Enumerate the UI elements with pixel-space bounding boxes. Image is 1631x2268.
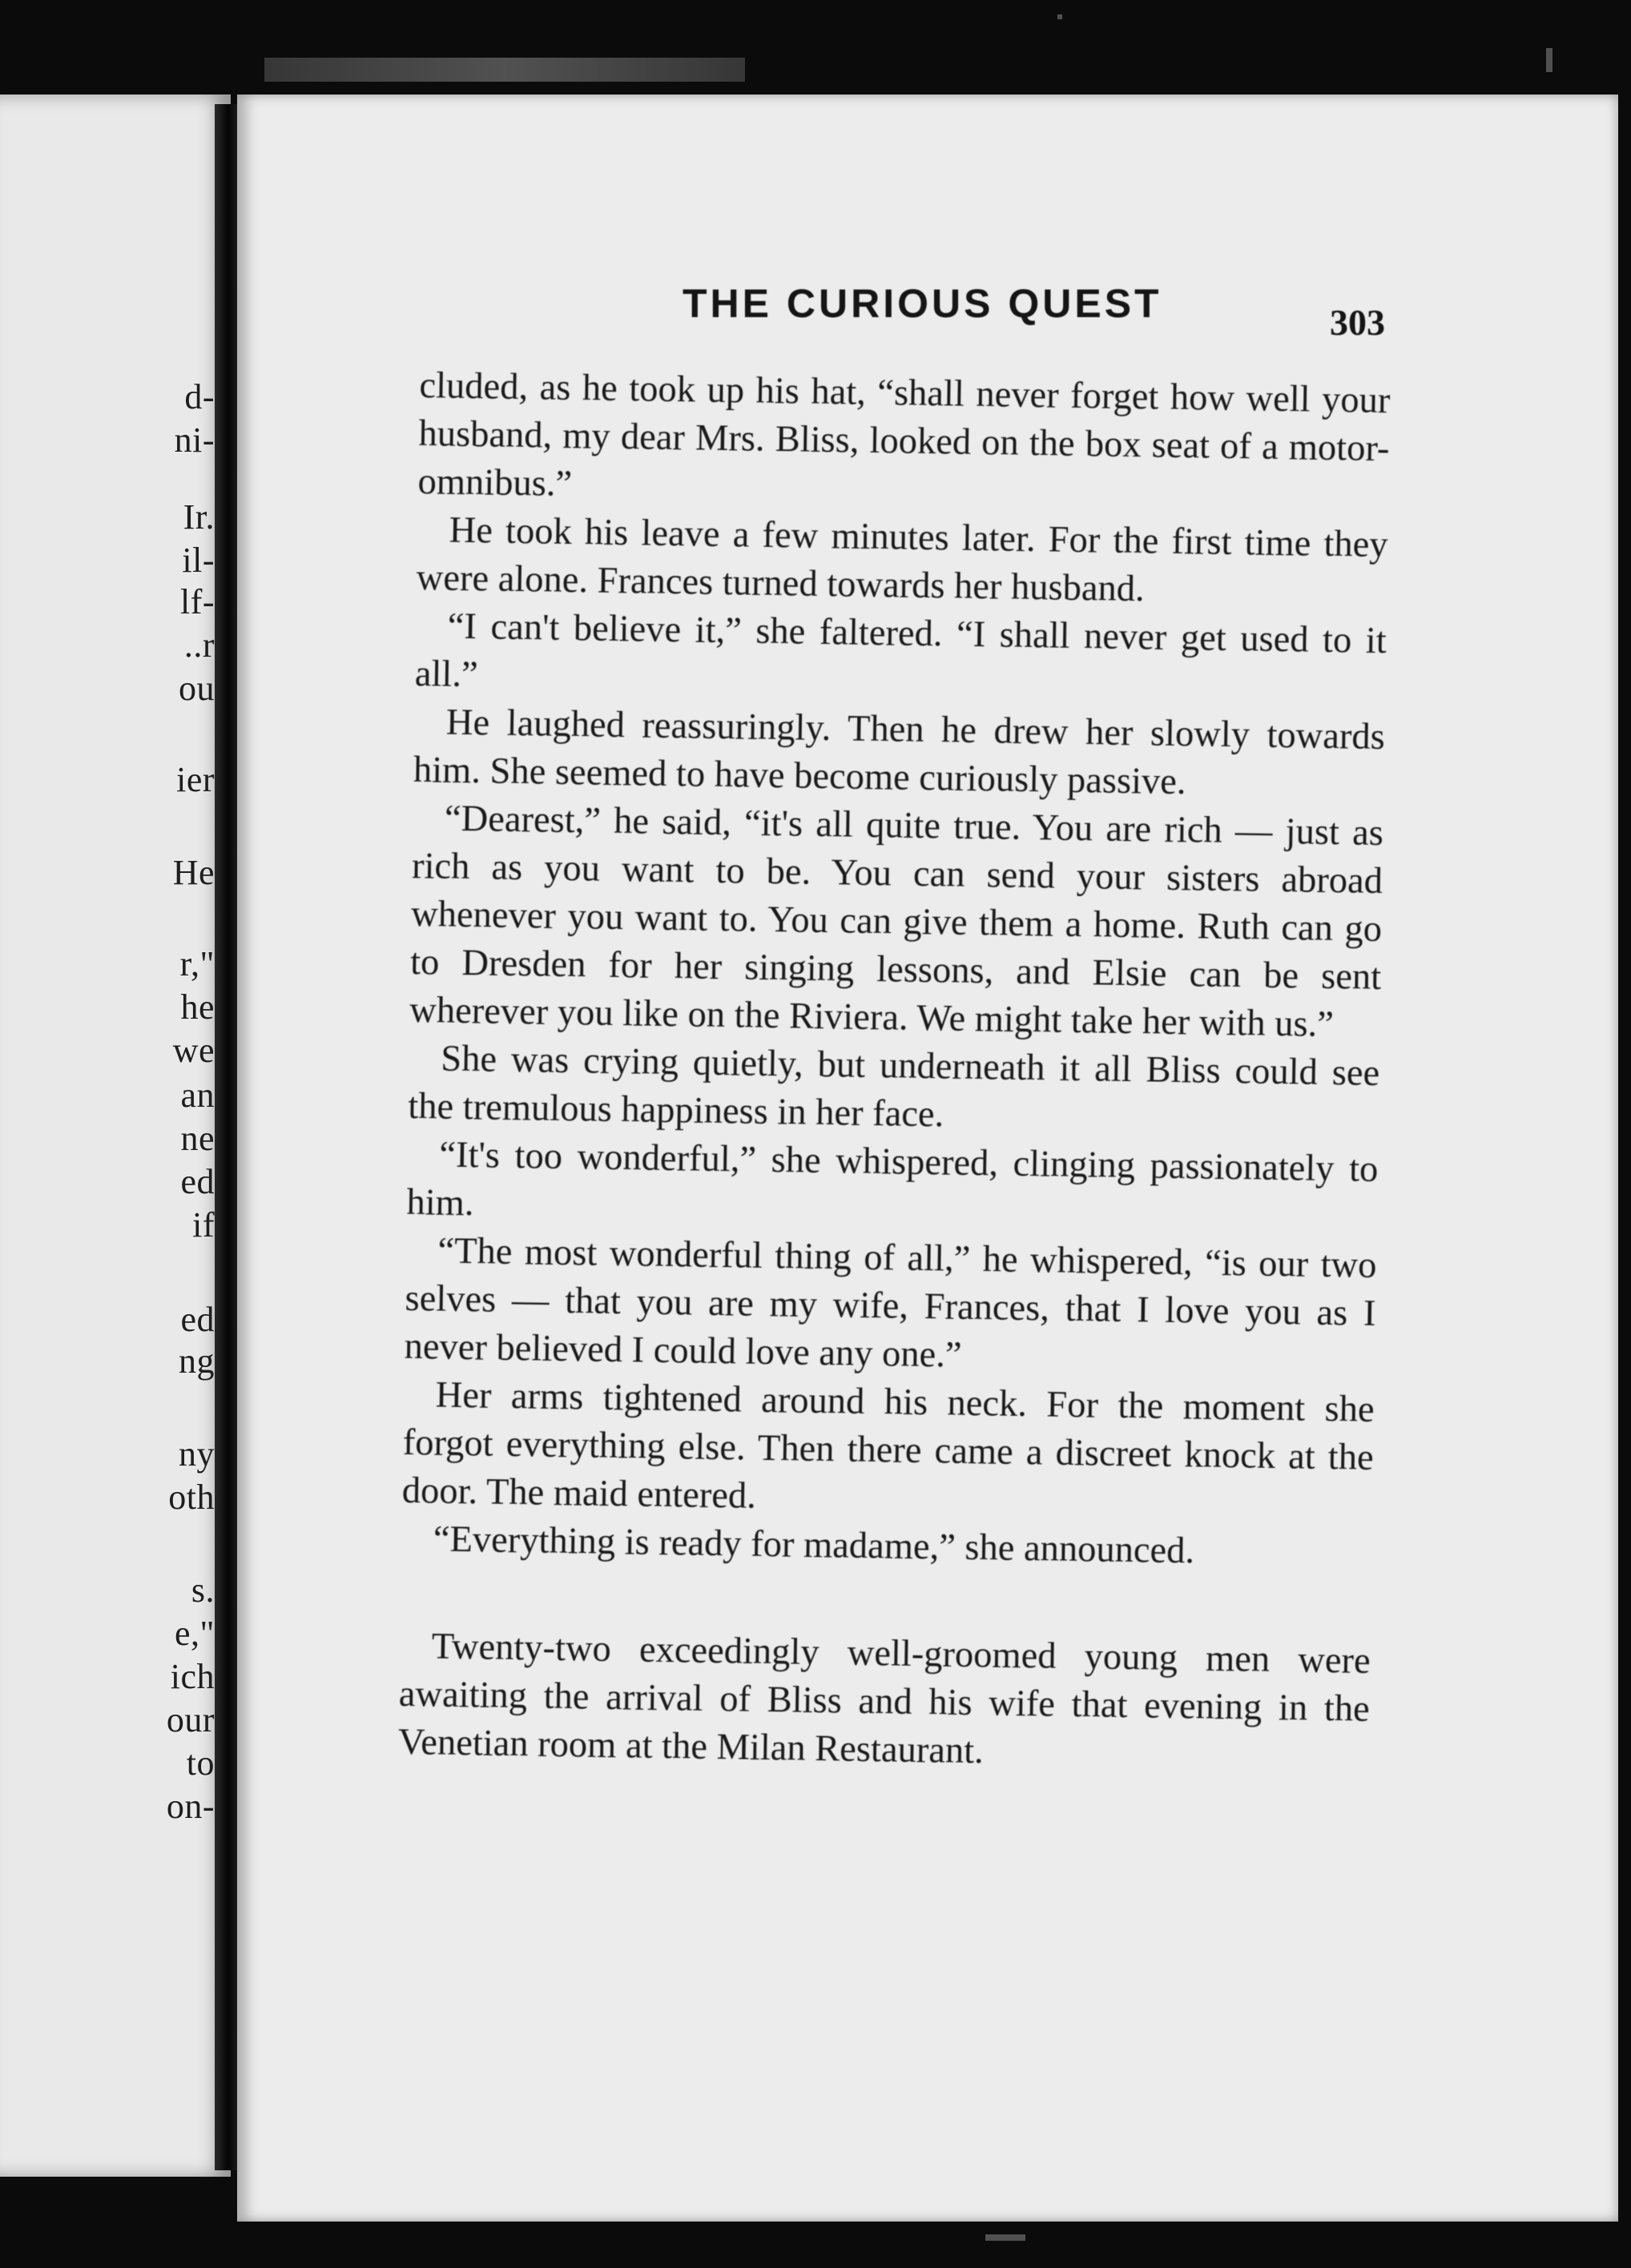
facing-page-fragment: Ir. (183, 497, 215, 537)
facing-page-fragment: il- (182, 541, 215, 580)
book-gutter (215, 104, 237, 2170)
facing-page-fragment: on- (166, 1787, 215, 1826)
facing-page-fragment: we (172, 1031, 215, 1070)
facing-page-fragment: he (180, 987, 215, 1027)
paragraph: “The most wonderful thing of all,” he whispered, “is our two selves — that you are my wife, Frances, that I love you as I never believed I could love any one.” (404, 1230, 1377, 1376)
scan-dust-speck (1057, 14, 1062, 19)
facing-page-edge (0, 94, 231, 2177)
scan-dust-speck (985, 2234, 1025, 2241)
facing-page-fragment: oth (168, 1478, 215, 1517)
facing-page-fragment: ich (170, 1657, 215, 1696)
paragraph: cluded, as he took up his hat, “shall never forget how well your husband, my dear Mrs. Bliss, looked on the box seat of a motor-omnibus.” (417, 364, 1391, 505)
facing-page-fragment: our (166, 1700, 215, 1739)
facing-page-fragment: d- (184, 377, 215, 416)
facing-page-fragment: lf- (179, 582, 215, 621)
facing-page-fragment: e," (175, 1614, 215, 1653)
paragraph: “Dearest,” he said, “it's all quite true. You are rich — just as rich as you want to be. You can send your sisters abroad whenever you want to. You can give them a home. Ruth can go to Dresden for her singing lessons, and Elsie can be sent wherever you like on the Riviera. We might take her with us.” (409, 798, 1384, 1046)
facing-page-fragment: an (180, 1076, 215, 1115)
page-number: 303 (1330, 302, 1385, 343)
scan-dust-speck (1546, 48, 1552, 72)
facing-page-fragment: ..r (183, 625, 215, 665)
facing-page-fragment: ed (180, 1162, 215, 1201)
facing-page-fragment: ne (180, 1119, 215, 1158)
facing-page-fragment: ng (179, 1341, 215, 1381)
paragraph: “I can't believe it,” she faltered. “I shall never get used to it all.” (414, 605, 1387, 696)
facing-page-fragment: to (186, 1743, 215, 1783)
paragraph: “It's too wonderful,” she whispered, clinging passionately to him. (406, 1134, 1379, 1224)
paragraph: Twenty-two exceedingly well-groomed young men were awaiting the arrival of Bliss and his wife that evening in the Venetian room at the Milan Restaurant. (397, 1626, 1371, 1772)
paragraph: Her arms tightened around his neck. For the moment she forgot everything else. Then there came a discreet knock at the door. The maid entered. (401, 1374, 1375, 1517)
facing-page-fragment: ed (180, 1300, 215, 1339)
facing-page-fragment: ny (179, 1434, 215, 1474)
paragraph: He laughed reassuringly. Then he drew her slowly towards him. She seemed to have become curiously passive. (413, 702, 1386, 803)
body-text (397, 362, 1390, 1782)
facing-page-fragment: ou (179, 669, 215, 708)
facing-page-fragment: s. (191, 1570, 215, 1610)
paragraph: She was crying quietly, but underneath it all Bliss could see the tremulous happiness in her face. (407, 1038, 1380, 1136)
facing-page-fragment: r," (179, 944, 215, 983)
facing-page-fragment: He (172, 853, 215, 892)
facing-page-fragment: ni- (174, 420, 215, 460)
facing-page-fragment: ier (176, 760, 215, 799)
paragraph: “Everything is ready for madame,” she announced. (433, 1518, 1195, 1572)
running-head: THE CURIOUS QUEST (683, 281, 1162, 326)
facing-page-fragment: if (192, 1205, 215, 1245)
paragraph: He took his leave a few minutes later. For the first time they were alone. Frances turned towards her husband. (416, 509, 1388, 610)
scan-edge-strip (264, 58, 745, 82)
